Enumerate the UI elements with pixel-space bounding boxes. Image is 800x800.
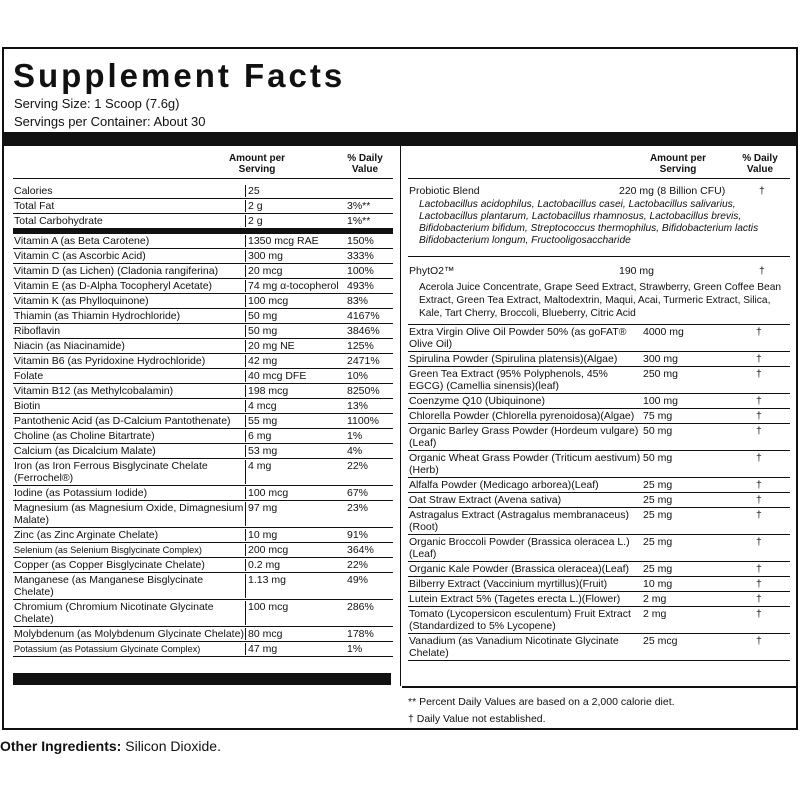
other-ingredients-label: Other Ingredients: xyxy=(0,738,122,754)
nutrient-dv: 493% xyxy=(347,280,374,292)
table-row xyxy=(408,508,790,535)
nutrient-name: Total Carbohydrate xyxy=(14,215,103,227)
nutrient-dv: 1%** xyxy=(347,215,371,227)
nutrient-name: Organic Barley Grass Powder (Hordeum vulgare)(Leaf) xyxy=(409,425,639,449)
dv-header: % Daily Value xyxy=(742,153,778,175)
phyto-blend xyxy=(408,257,790,325)
nutrient-amount: 25 mg xyxy=(643,563,673,575)
table-row xyxy=(13,264,393,279)
table-row xyxy=(408,451,790,478)
nutrient-name: Folate xyxy=(14,370,44,382)
nutrient-amount: 20 mg NE xyxy=(245,340,347,352)
nutrient-name: Vitamin B6 (as Pyridoxine Hydrochloride) xyxy=(14,355,206,367)
table-row xyxy=(408,409,790,424)
other-ingredients-list xyxy=(408,325,790,661)
probiotic-name: Probiotic Blend xyxy=(409,185,480,197)
vitamins-list xyxy=(13,234,393,657)
nutrient-amount: 80 mcg xyxy=(245,628,347,640)
nutrient-name: Selenium (as Selenium Bisglycinate Complex) xyxy=(14,545,202,555)
table-row xyxy=(13,384,393,399)
nutrient-dv: 67% xyxy=(347,487,369,499)
nutrient-amount: 25 xyxy=(245,185,347,197)
nutrient-dv: 2471% xyxy=(347,355,380,367)
nutrient-dv: † xyxy=(756,353,762,365)
right-column xyxy=(408,146,790,661)
probiotic-dv: † xyxy=(759,185,765,197)
nutrient-dv: 91% xyxy=(347,529,369,541)
nutrient-amount: 200 mcg xyxy=(245,544,347,556)
nutrient-dv: † xyxy=(756,368,762,380)
nutrient-name: Green Tea Extract (95% Polyphenols, 45% EGCG) (Camellia sinensis)(leaf) xyxy=(409,368,608,392)
nutrient-dv: 1% xyxy=(347,643,363,655)
nutrient-name: Molybdenum (as Molybdenum Glycinate Chelate) xyxy=(14,628,244,640)
macros-list xyxy=(13,184,393,229)
nutrient-name: Biotin xyxy=(14,400,41,412)
nutrient-amount: 20 mcg xyxy=(245,265,347,277)
nutrient-amount: 53 mg xyxy=(245,445,347,457)
nutrient-name: Bilberry Extract (Vaccinium myrtillus)(Fruit) xyxy=(409,578,608,590)
nutrient-dv: 150% xyxy=(347,235,374,247)
table-row xyxy=(13,573,393,600)
nutrient-amount: 10 mg xyxy=(245,529,347,541)
nutrient-amount: 50 mg xyxy=(643,452,673,464)
nutrient-name: Tomato (Lycopersicon esculentum) Fruit Extract (Standardized to 5% Lycopene) xyxy=(409,608,631,632)
table-row xyxy=(408,325,790,352)
table-row xyxy=(13,627,393,642)
nutrient-dv: † xyxy=(756,563,762,575)
nutrient-dv: 22% xyxy=(347,460,369,472)
table-row xyxy=(13,528,393,543)
nutrient-dv: 364% xyxy=(347,544,374,556)
nutrient-name: Vitamin K (as Phylloquinone) xyxy=(14,295,149,307)
nutrient-amount: 100 mcg xyxy=(245,487,347,499)
dv-footnote: ** Percent Daily Values are based on a 2,000 calorie diet. xyxy=(408,696,675,708)
nutrient-amount: 2 g xyxy=(245,200,347,212)
nutrient-name: Organic Broccoli Powder (Brassica oleracea L.)(Leaf) xyxy=(409,536,630,560)
nutrient-dv: † xyxy=(756,494,762,506)
nutrient-dv: † xyxy=(756,410,762,422)
nutrient-amount: 75 mg xyxy=(643,410,673,422)
dv-header: % Daily Value xyxy=(347,153,383,175)
nutrient-dv: † xyxy=(756,509,762,521)
nutrient-dv: † xyxy=(756,635,762,647)
nutrient-dv: 83% xyxy=(347,295,369,307)
nutrient-amount: 300 mg xyxy=(245,250,347,262)
table-row xyxy=(13,184,393,199)
table-row xyxy=(13,199,393,214)
nutrient-name: Organic Wheat Grass Powder (Triticum aestivum)(Herb) xyxy=(409,452,641,476)
table-row xyxy=(408,478,790,493)
dagger-footnote: † Daily Value not established. xyxy=(408,713,546,725)
nutrient-name: Extra Virgin Olive Oil Powder 50% (as goFAT® Olive Oil) xyxy=(409,326,627,350)
nutrient-amount: 4 mcg xyxy=(245,400,347,412)
table-row xyxy=(13,600,393,627)
nutrient-amount: 97 mg xyxy=(245,502,347,526)
probiotic-amount: 220 mg (8 Billion CFU) xyxy=(619,185,726,197)
nutrient-dv: 125% xyxy=(347,340,374,352)
table-row xyxy=(13,399,393,414)
nutrient-amount: 2 mg xyxy=(643,608,667,620)
nutrient-name: Calories xyxy=(14,185,53,197)
table-row xyxy=(13,642,393,657)
table-row xyxy=(13,369,393,384)
nutrient-name: Potassium (as Potassium Glycinate Complex) xyxy=(14,644,201,654)
left-column xyxy=(13,146,393,657)
nutrient-name: Manganese (as Manganese Bisglycinate Chelate) xyxy=(14,574,204,598)
amount-header: Amount per Serving xyxy=(228,153,286,175)
nutrient-name: Chlorella Powder (Chlorella pyrenoidosa)(Algae) xyxy=(409,410,635,422)
nutrient-amount: 50 mg xyxy=(643,425,673,437)
nutrient-dv: † xyxy=(756,326,762,338)
table-row xyxy=(408,607,790,634)
nutrient-amount: 47 mg xyxy=(245,643,347,655)
nutrient-name: Iodine (as Potassium Iodide) xyxy=(14,487,148,499)
left-bottom-bar xyxy=(13,673,391,685)
nutrient-amount: 25 mg xyxy=(643,494,673,506)
nutrient-name: Vitamin A (as Beta Carotene) xyxy=(14,235,150,247)
nutrient-name: Vitamin C (as Ascorbic Acid) xyxy=(14,250,146,262)
nutrient-amount: 0.2 mg xyxy=(245,559,347,571)
servings-per-container: Servings per Container: About 30 xyxy=(14,114,206,129)
nutrient-amount: 250 mg xyxy=(643,368,679,380)
table-row xyxy=(13,214,393,229)
nutrient-amount: 50 mg xyxy=(245,325,347,337)
table-row xyxy=(408,592,790,607)
phyto-ingredients: Acerola Juice Concentrate, Grape Seed Extract, Strawberry, Green Coffee Bean Extract, Green Tea Extract, Maltodextrin, Maqui, Acai, Turmeric Extract, Silica, Kale, Tart Cherry, Broccoli, Blueberry, Citric Acid xyxy=(419,282,782,319)
nutrient-name: Iron (as Iron Ferrous Bisglycinate Chelate (Ferrochel®) xyxy=(14,460,208,484)
nutrient-dv: † xyxy=(756,578,762,590)
table-row xyxy=(13,486,393,501)
nutrient-name: Alfalfa Powder (Medicago arborea)(Leaf) xyxy=(409,479,599,491)
nutrient-amount: 2 mg xyxy=(643,593,667,605)
right-column-header xyxy=(408,146,790,179)
nutrient-dv: 49% xyxy=(347,574,369,586)
table-row xyxy=(408,562,790,577)
table-row xyxy=(13,279,393,294)
serving-size: Serving Size: 1 Scoop (7.6g) xyxy=(14,96,180,111)
nutrient-dv xyxy=(347,185,393,197)
table-row xyxy=(13,429,393,444)
nutrient-name: Vanadium (as Vanadium Nicotinate Glycinate Chelate) xyxy=(409,635,619,659)
nutrient-amount: 4 mg xyxy=(245,460,347,484)
table-row xyxy=(408,493,790,508)
nutrient-name: Choline (as Choline Bitartrate) xyxy=(14,430,155,442)
nutrient-dv: † xyxy=(756,593,762,605)
nutrient-amount: 40 mcg DFE xyxy=(245,370,347,382)
column-divider xyxy=(400,146,401,686)
nutrient-name: Vitamin E (as D-Alpha Tocopheryl Acetate) xyxy=(14,280,213,292)
table-row xyxy=(13,249,393,264)
nutrient-name: Total Fat xyxy=(14,200,55,212)
left-column-header xyxy=(13,146,393,179)
nutrient-amount: 25 mcg xyxy=(643,635,678,647)
table-row xyxy=(13,354,393,369)
phyto-dv: † xyxy=(759,265,765,277)
nutrient-dv: 286% xyxy=(347,601,374,613)
table-row xyxy=(408,535,790,562)
nutrient-dv: 13% xyxy=(347,400,369,412)
amount-header: Amount per Serving xyxy=(649,153,707,175)
table-row xyxy=(13,543,393,558)
nutrient-dv: 8250% xyxy=(347,385,380,397)
probiotic-blend xyxy=(408,184,790,257)
nutrient-name: Niacin (as Niacinamide) xyxy=(14,340,125,352)
nutrient-amount: 1350 mcg RAE xyxy=(245,235,347,247)
table-row xyxy=(408,394,790,409)
nutrient-dv: 23% xyxy=(347,502,369,514)
table-row xyxy=(13,444,393,459)
nutrient-dv: 10% xyxy=(347,370,369,382)
table-row xyxy=(13,414,393,429)
nutrient-amount: 25 mg xyxy=(643,479,673,491)
table-row xyxy=(13,309,393,324)
nutrient-name: Chromium (Chromium Nicotinate Glycinate Chelate) xyxy=(14,601,214,625)
footnotes xyxy=(402,686,796,728)
table-row xyxy=(408,352,790,367)
nutrient-amount: 50 mg xyxy=(245,310,347,322)
table-row xyxy=(408,367,790,394)
nutrient-name: Riboflavin xyxy=(14,325,61,337)
nutrient-amount: 100 mcg xyxy=(245,601,347,625)
nutrient-amount: 100 mg xyxy=(643,395,679,407)
table-row xyxy=(13,459,393,486)
table-row xyxy=(408,634,790,661)
nutrient-dv: 1100% xyxy=(347,415,379,427)
nutrient-amount: 100 mcg xyxy=(245,295,347,307)
thick-separator-bar xyxy=(4,132,796,146)
nutrient-amount: 6 mg xyxy=(245,430,347,442)
nutrient-dv: † xyxy=(756,425,762,437)
nutrient-dv: 22% xyxy=(347,559,369,571)
table-row xyxy=(13,558,393,573)
nutrient-amount: 42 mg xyxy=(245,355,347,367)
table-row xyxy=(13,324,393,339)
nutrient-name: Vitamin D (as Lichen) (Cladonia rangiferina) xyxy=(14,265,219,277)
nutrient-name: Copper (as Copper Bisglycinate Chelate) xyxy=(14,559,205,571)
nutrient-dv: 178% xyxy=(347,628,374,640)
nutrient-name: Lutein Extract 5% (Tagetes erecta L.)(Flower) xyxy=(409,593,621,605)
nutrient-dv: 3%** xyxy=(347,200,371,212)
nutrient-dv: 3846% xyxy=(347,325,380,337)
nutrient-name: Magnesium (as Magnesium Oxide, Dimagnesium Malate) xyxy=(14,502,244,526)
nutrient-amount: 74 mg α-tocopherol xyxy=(245,280,347,292)
nutrient-name: Vitamin B12 (as Methylcobalamin) xyxy=(14,385,174,397)
nutrient-name: Thiamin (as Thiamin Hydrochloride) xyxy=(14,310,181,322)
nutrient-name: Organic Kale Powder (Brassica oleracea)(Leaf) xyxy=(409,563,630,575)
nutrient-dv: 1% xyxy=(347,430,363,442)
table-row xyxy=(13,501,393,528)
nutrient-amount: 10 mg xyxy=(643,578,673,590)
nutrient-dv: † xyxy=(756,536,762,548)
nutrient-amount: 55 mg xyxy=(245,415,347,427)
nutrient-amount: 1.13 mg xyxy=(245,574,347,598)
nutrient-dv: 4167% xyxy=(347,310,380,322)
other-ingredients-value: Silicon Dioxide. xyxy=(125,738,221,754)
nutrient-amount: 198 mcg xyxy=(245,385,347,397)
phyto-name: PhytO2™ xyxy=(409,265,455,277)
table-row xyxy=(13,294,393,309)
probiotic-ingredients: Lactobacillus acidophilus, Lactobacillus casei, Lactobacillus salivarius, Lactobacillus plantarum, Lactobacillus rhamnosus, Lactobacillus brevis, Bifidobacterium bifidum, Streptococcus thermophilus, Bifidobacterium lactis Bifidobacterium longum, Fructooligosaccharide xyxy=(419,199,759,246)
table-row xyxy=(408,577,790,592)
other-ingredients xyxy=(0,737,221,755)
nutrient-name: Astragalus Extract (Astragalus membranaceus)(Root) xyxy=(409,509,630,533)
nutrient-name: Calcium (as Dicalcium Malate) xyxy=(14,445,156,457)
nutrient-amount: 300 mg xyxy=(643,353,679,365)
nutrient-name: Oat Straw Extract (Avena sativa) xyxy=(409,494,562,506)
nutrient-dv: † xyxy=(756,452,762,464)
table-row xyxy=(13,234,393,249)
nutrient-dv: † xyxy=(756,395,762,407)
nutrient-dv: † xyxy=(756,608,762,620)
nutrient-amount: 2 g xyxy=(245,215,347,227)
phyto-amount: 190 mg xyxy=(619,265,655,277)
nutrient-name: Spirulina Powder (Spirulina platensis)(Algae) xyxy=(409,353,618,365)
nutrient-dv: 333% xyxy=(347,250,374,262)
nutrient-name: Pantothenic Acid (as D-Calcium Pantothenate) xyxy=(14,415,231,427)
nutrient-dv: † xyxy=(756,479,762,491)
nutrient-dv: 4% xyxy=(347,445,363,457)
table-row xyxy=(408,424,790,451)
label-title: Supplement Facts xyxy=(13,57,346,94)
nutrient-amount: 25 mg xyxy=(643,509,673,521)
nutrient-name: Coenzyme Q10 (Ubiquinone) xyxy=(409,395,545,407)
nutrient-amount: 4000 mg xyxy=(643,326,684,338)
nutrient-amount: 25 mg xyxy=(643,536,673,548)
table-row xyxy=(13,339,393,354)
nutrient-name: Zinc (as Zinc Arginate Chelate) xyxy=(14,529,159,541)
nutrient-dv: 100% xyxy=(347,265,374,277)
